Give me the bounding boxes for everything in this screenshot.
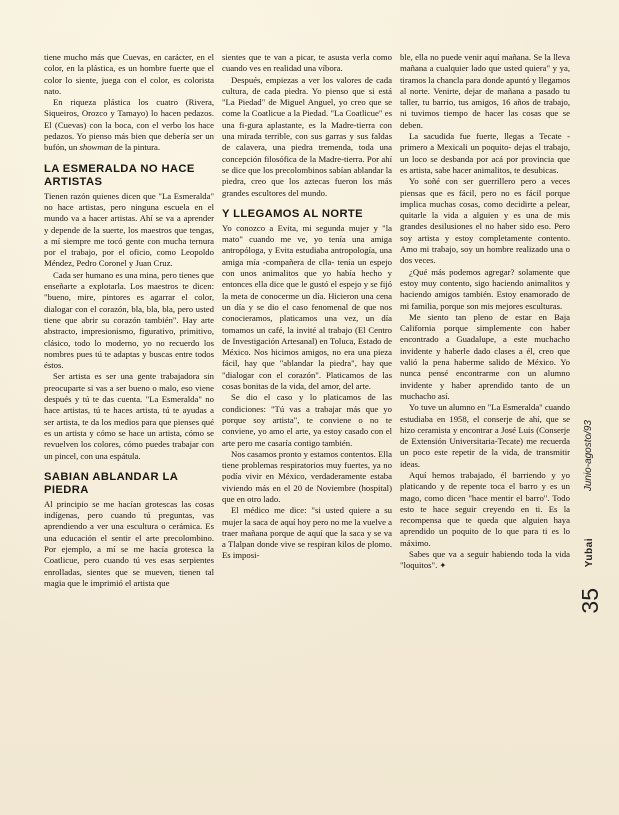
paragraph: ble, ella no puede venir aquí mañana. Se la lleva mañana a cualquier lado que usted quiera" y ya, tiramos la chancla para donde apuntó y llegamos al norte. Venirte, dejar de mañana a pasado tu taller, tu barrio, tus amigos, 16 años de trabajo, ni tuvimos tiempo de hacer las cosas que se deben. xyxy=(400,52,570,130)
paragraph: Yo tuve un alumno en "La Esmeralda" cuando estudiaba en 1958, el conserje de ahí, que se hizo ceramista y encontrar a José Luis (Conserje de Extensión Universitaria-Tecate) me recuerda un poco este repetir de la vida, de transmitir ideas. xyxy=(400,402,570,469)
section-heading: SABIAN ABLANDAR LA PIEDRA xyxy=(44,470,178,496)
paragraph: Ser artista es ser una gente trabajadora sin preocuparte si vas a ser bueno o malo, eso viene después y tú te das cuenta. "La Esmeralda" no hace artistas, tú te haces artista, tú te ayudas a ser artista, te da los medios para que pienses qué es un artista y cómo se hace un artista, cómo se revuelven los colores, cómo puedes trabajar con un pincel, con una espátula. xyxy=(44,371,214,461)
section-heading: LA ESMERALDA NO HACE ARTISTAS xyxy=(44,162,195,188)
paragraph: En riqueza plástica los cuatro (Rivera, Siqueiros, Orozco y Tamayo) lo hacen pedazos. El (Cuevas) con la boca, con el verbo los hace pedazos. Yo pienso más bien que debería ser un bufón, un showman de la pintura. xyxy=(44,97,214,153)
paragraph: Me siento tan pleno de estar en Baja California porque simplemente con haber encontrado a Guadalupe, a este muchacho invidente y haberle dado clases a él, creo que valió la pena haberme salido de México. Yo nunca pensé encontrarme con un alumno invidente y haber aprendido tanto de un muchacho así. xyxy=(400,311,570,401)
paragraph: Aquí hemos trabajado, él barriendo y yo platicando y de repente toca el barro y es un mago, como dicen "hace mentir el barro". Todo esto te hace seguir creyendo en ti. Es la recompensa que te queda que alguien haya aprendido un poquito de lo que para ti es lo máximo. xyxy=(400,469,570,548)
paragraph: Yo soñé con ser guerrillero pero a veces piensas que es fácil, pero no es fácil porque implica muchas cosas, como decidirte a pelear, quitarle la vida a alguien y es una de mis grandes desilusiones el no haber sido eso. Pero soy artista y estoy completamente contento. Amo mi trabajo, soy un hombre realizado una o dos veces. xyxy=(400,176,570,266)
column-2 xyxy=(222,52,392,562)
paragraph: El médico me dice: "si usted quiere a su mujer la saca de aquí hoy pero no me la vuelve a traer mañana porque de aquí que la saca y se va a Tlalpan donde vive se respiran kilos de plomo. Es imposi- xyxy=(222,505,392,561)
issue-date: Junio-agosto/93 xyxy=(583,420,594,492)
paragraph: Tienen razón quienes dicen que "La Esmeralda" no hace artistas, pero ninguna escuela en el mundo va a hacer artistas. Ahí se va a aprender y depende de la suerte, los maestros que tengas, a mí siempre me tocó gente con mucha ternura por el trabajo, por el oficio, como Leopoldo Méndez, Pedro Coronel y Juan Cruz. xyxy=(44,190,214,269)
paragraph: Cada ser humano es una mina, pero tienes que enseñarte a explotarla. Los maestros te dicen: "bueno, mire, pintores es agarrar el color, dialogar con el corazón, bla, bla, bla, pero usted tiene que abrir su corazón también". Hay arte abstracto, impresionismo, figurativo, primitivo, clásico, todo lo moderno, yo no recuerdo los nombres pues tú te adaptas y buscas entre todos éstos. xyxy=(44,269,214,371)
paragraph: Al principio se me hacían grotescas las cosas indígenas, pero cuando tú preguntas, vas aprendiendo a ver una escultura o cerámica. Es una educación el sentir el arte precolombino. Por ejemplo, a mí se me hacía grotesca la Coatlicue, pero cuando tú ves esas serpientes enrolladas, sientes que se mueven, tienen tal magia que le imprimió el artista que xyxy=(44,498,214,588)
end-mark-icon: ✦ xyxy=(439,561,447,571)
side-folio xyxy=(575,420,615,680)
paragraph: Sabes que va a seguir habiendo toda la vida "loquitos". ✦ xyxy=(400,549,570,571)
paragraph: Nos casamos pronto y estamos contentos. Ella tiene problemas respiratorios muy fuertes, ya no podía vivir en México, verdaderamente estaba viviendo más en el 20 de Noviembre (hospital) que en otro lado. xyxy=(222,448,392,504)
page-number: 35 xyxy=(577,588,603,614)
section-heading: Y LLEGAMOS AL NORTE xyxy=(222,207,364,220)
column-1 xyxy=(44,52,214,589)
paragraph: ¿Qué más podemos agregar? solamente que estoy muy contento, sigo haciendo animalitos y haciendo amigos también. Estoy enamorado de mi familia, porque son mis mejores esculturas. xyxy=(400,266,570,311)
paragraph: sientes que te van a picar, te asusta verla como cuando ves en realidad una víbora. xyxy=(222,52,392,74)
paragraph: Después, empiezas a ver los valores de cada cultura, de cada piedra. Yo pienso que si está "La Piedad" de Miguel Anguel, yo creo que se come la Coatlicue a la Piedad. "La Coatlicue" es una fi-gura aplastante, es la Madre-tierra con una mirada terrible, con sus garras y sus faldas de calavera, una piedra tremenda, toda una concepción filosófica de la Madre-tierra. Por ahí se dice que los precolombinos sabían ablandar la piedra, creo que los aztecas fueron los más grandes escultores del mundo. xyxy=(222,74,392,198)
column-3 xyxy=(400,52,570,572)
paragraph: Se dio el caso y lo platicamos de las condiciones: "Tú vas a trabajar más que yo porque soy artista", te conviene o no te conviene, yo amo el arte, ya estoy casado con el arte pero me casaría contigo también. xyxy=(222,392,392,448)
paragraph: Yo conozco a Evita, mi segunda mujer y "la mato" cuando me ve, yo tenía una amiga antropóloga, y Evita estudiaba antropología, una amiga mía -compañera de clla- tenía un espejo con unos animalitos que yo había hecho y entonces ella dice que le gustó el espejo y se fijó la meta de conocerme un día. Hicieron una cena un día y se dio el caso fenomenal de que nos conocieramos, platicamos una vez, un día tomamos un café, la invité al trabajo (El Centro de Investigación Artesanal) en Toluca, Estado de México. Nos hicimos amigos, no era una pieza fácil, hay que "ablandar la piedra", hay que "dialogar con el corazón". Platicamos de las cosas bonitas de la vida, del amor, del arte. xyxy=(222,222,392,392)
magazine-name: Yubai xyxy=(584,538,595,568)
paragraph: tiene mucho más que Cuevas, en carácter, en el color, en la plástica, es un hombre fuerte que el color lo siente, juega con el color, es colorista nato. xyxy=(44,52,214,96)
paragraph: La sacudida fue fuerte, llegas a Tecate -primero a Mexicali un poquito- dejas el trabajo, un loco se desbanda por acá por provincia que es artista, sabe hacer animalitos, te desubicas. xyxy=(400,131,570,175)
